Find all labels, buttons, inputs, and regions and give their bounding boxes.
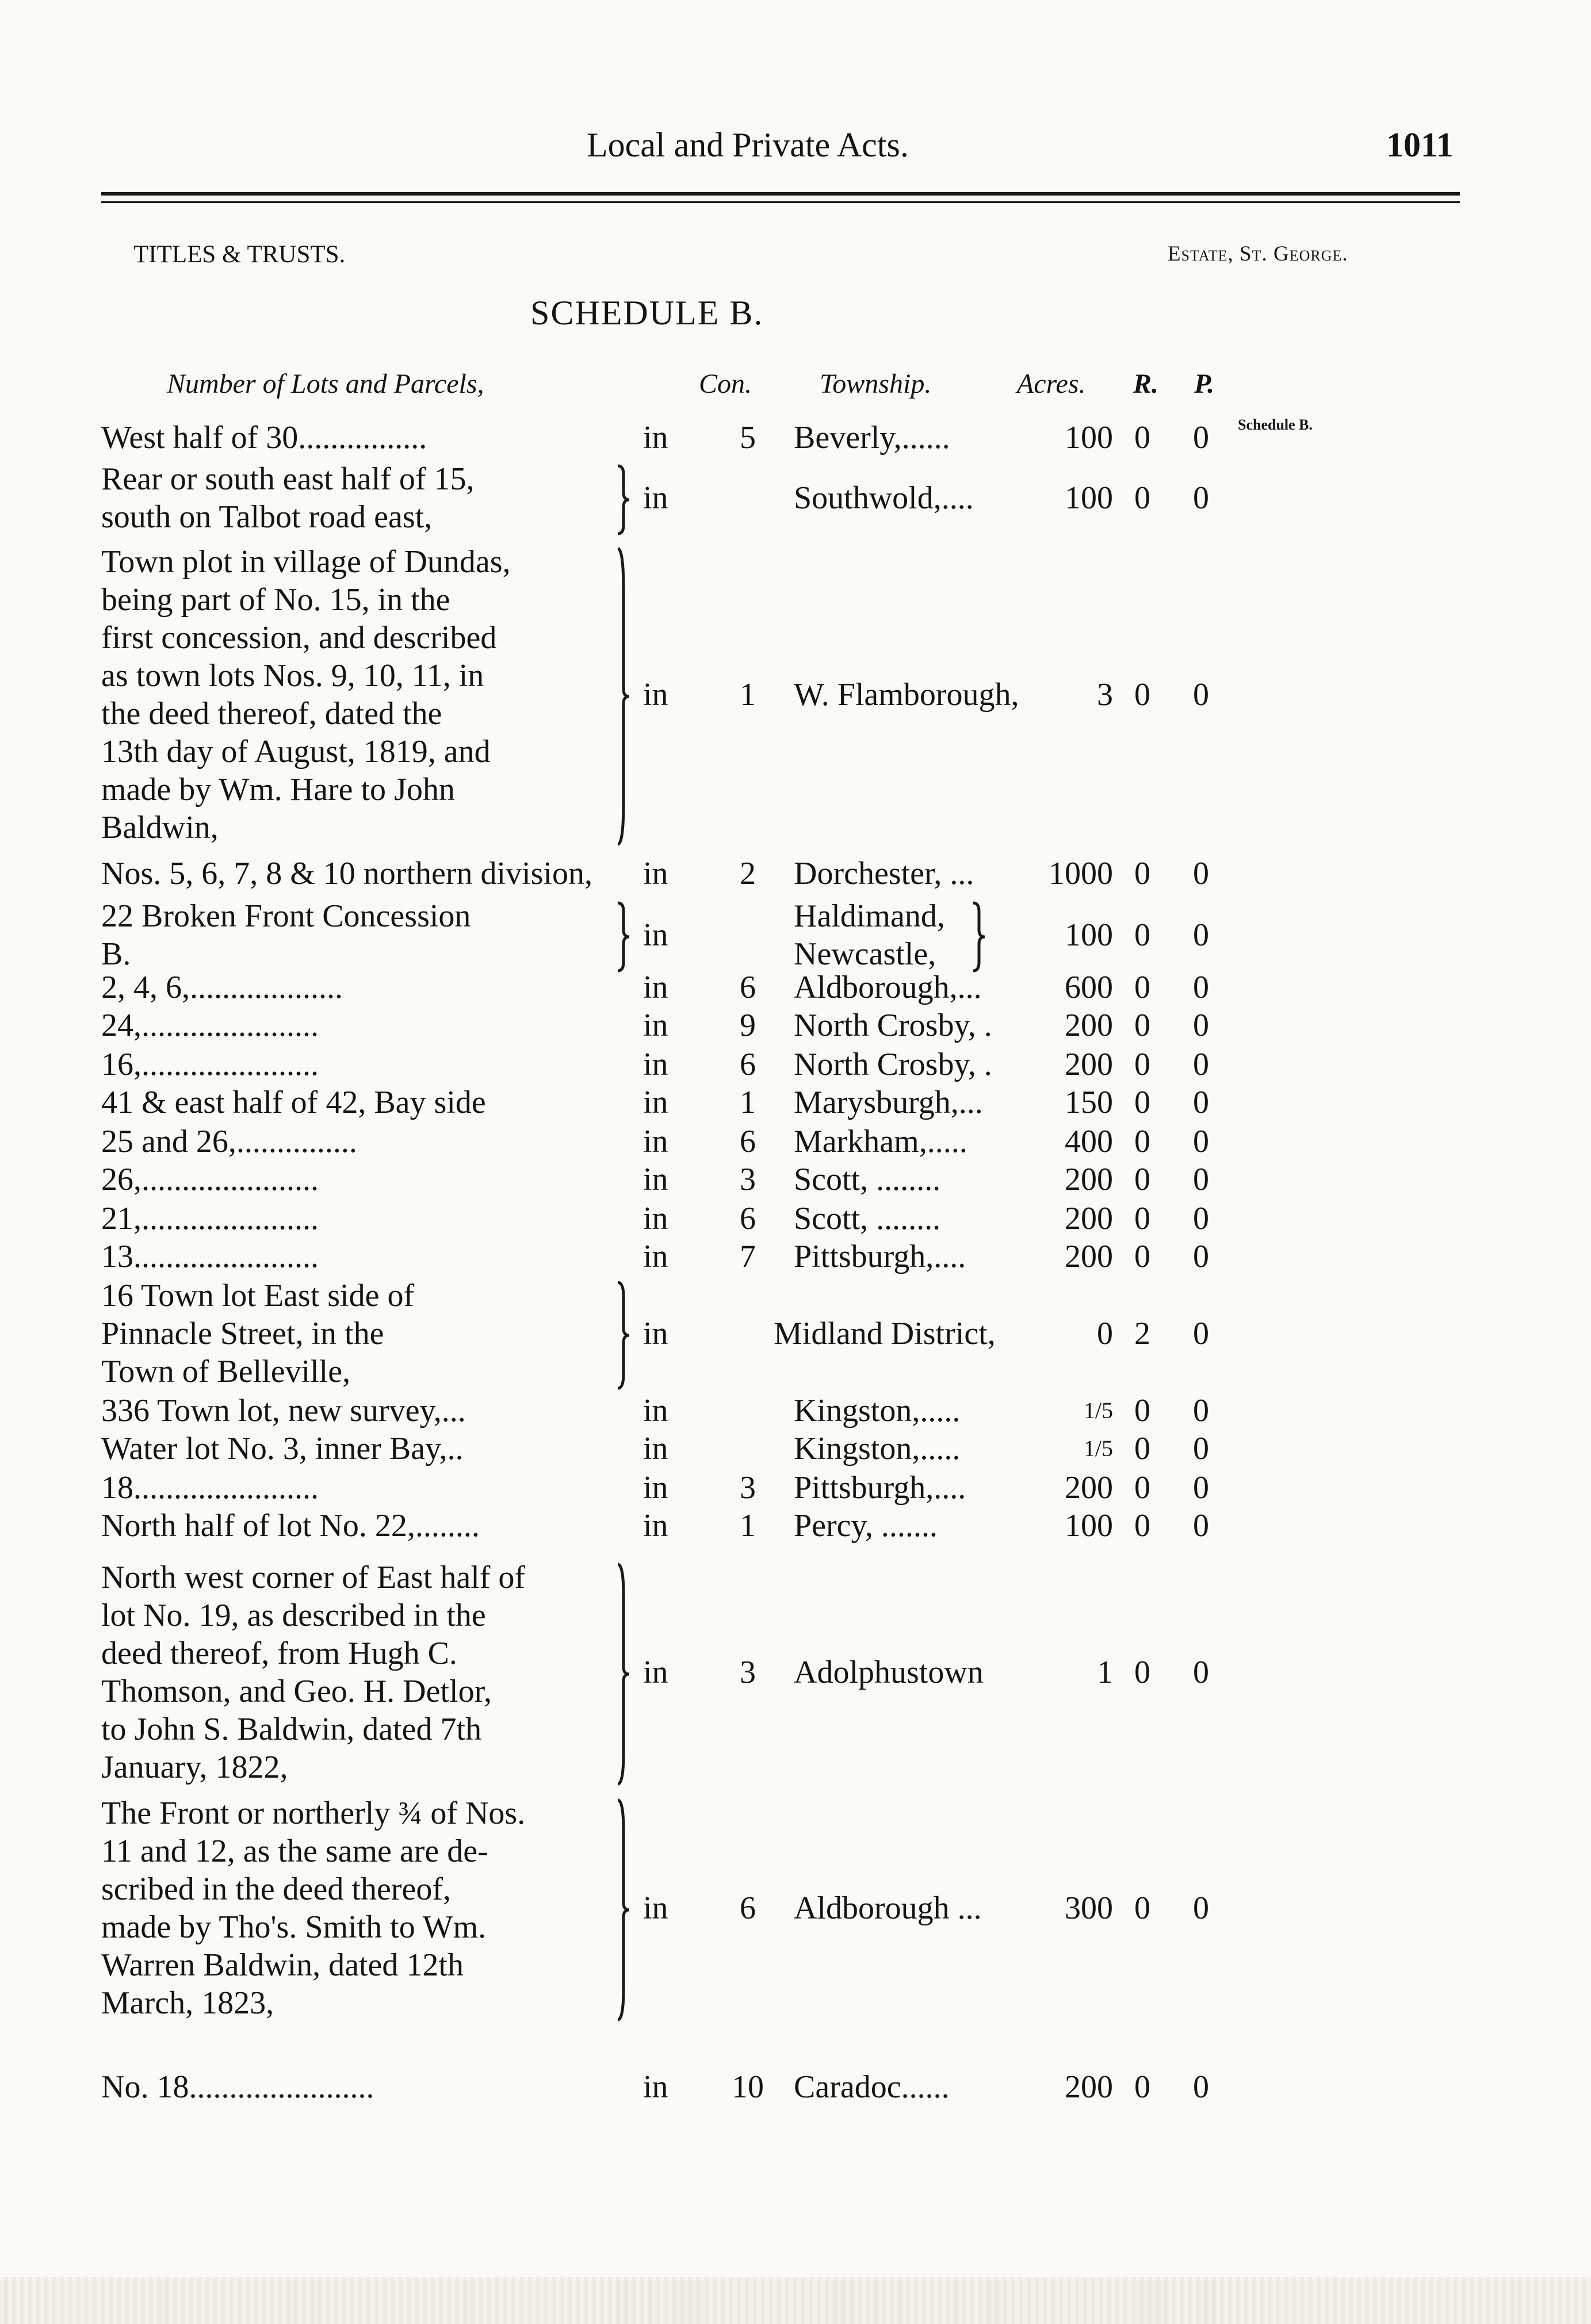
parcel-description-line: 41 & east half of 42, Bay side (101, 1085, 486, 1120)
parcel-description-line: the deed thereof, dated the (101, 696, 442, 732)
in-label: in (643, 1201, 668, 1236)
acres-cell: 3 (1097, 677, 1113, 713)
concession-cell: 6 (740, 1047, 756, 1082)
perches-cell: 0 (1193, 856, 1209, 891)
roods-cell: 0 (1134, 1470, 1150, 1506)
acres-cell: 600 (1065, 970, 1113, 1005)
brace-icon (970, 901, 989, 973)
header-rule (101, 192, 1460, 196)
perches-cell: 0 (1193, 1470, 1209, 1506)
township-cell: Scott, ........ (794, 1201, 941, 1236)
perches-cell: 0 (1193, 1508, 1209, 1544)
margin-note: Schedule B. (1238, 416, 1313, 433)
parcel-description-line: 25 and 26,............... (101, 1124, 357, 1159)
brace-icon (614, 1562, 634, 1786)
perches-cell: 0 (1193, 1047, 1209, 1082)
parcel-description-line: West half of 30................ (101, 420, 427, 455)
acres-cell: 100 (1065, 420, 1113, 455)
acres-cell: 0 (1097, 1316, 1113, 1351)
concession-cell: 9 (740, 1008, 756, 1043)
township-cell: Aldborough ... (794, 1890, 982, 1926)
parcel-description-line: January, 1822, (101, 1749, 288, 1785)
township-cell: Aldborough,... (794, 970, 982, 1005)
acres-cell: 400 (1065, 1124, 1113, 1159)
township-cell: North Crosby, . (794, 1008, 992, 1043)
perches-cell: 0 (1193, 1124, 1209, 1159)
concession-cell: 1 (740, 1085, 756, 1120)
acres-cell: 200 (1065, 1201, 1113, 1236)
acres-cell: 100 (1065, 480, 1113, 516)
in-label: in (643, 1508, 668, 1544)
parcel-description-line: North half of lot No. 22,........ (101, 1508, 480, 1544)
perches-cell: 0 (1193, 1655, 1209, 1690)
acres-cell: 100 (1065, 1508, 1113, 1544)
parcel-description-line: deed thereof, from Hugh C. (101, 1636, 457, 1671)
parcel-description-line: 13th day of August, 1819, and (101, 734, 491, 769)
township-cell: Dorchester, ... (794, 856, 974, 891)
township-cell: Pittsburgh,.... (794, 1470, 966, 1506)
in-label: in (643, 1316, 668, 1351)
in-label: in (643, 1239, 668, 1274)
concession-cell: 6 (740, 1201, 756, 1236)
in-label: in (643, 1124, 668, 1159)
in-label: in (643, 1431, 668, 1467)
concession-cell: 6 (740, 1890, 756, 1926)
parcel-description-line: 24,...................... (101, 1008, 319, 1043)
parcel-description-line: 18....................... (101, 1470, 319, 1506)
township-cell: W. Flamborough, (794, 677, 1019, 713)
roods-cell: 0 (1134, 1655, 1150, 1690)
concession-cell: 2 (740, 856, 756, 891)
parcel-description-line: being part of No. 15, in the (101, 582, 450, 618)
parcel-description-line: 2, 4, 6,................... (101, 970, 343, 1005)
column-header-r: R. (1133, 369, 1159, 399)
column-header-township: Township. (820, 369, 932, 399)
parcel-description-line: as town lots Nos. 9, 10, 11, in (101, 658, 484, 694)
concession-cell: 7 (740, 1239, 756, 1274)
parcel-description-line: 11 and 12, as the same are de- (101, 1833, 488, 1869)
in-label: in (643, 856, 668, 891)
perches-cell: 0 (1193, 1201, 1209, 1236)
parcel-description-line: 26,...................... (101, 1162, 319, 1197)
in-label: in (643, 1655, 668, 1690)
running-title: Local and Private Acts. (587, 126, 909, 164)
in-label: in (643, 2069, 668, 2105)
township-cell: Southwold,.... (794, 480, 974, 516)
parcel-description-line: 21,...................... (101, 1201, 319, 1236)
parcel-description-line: Rear or south east half of 15, (101, 461, 475, 497)
parcel-description-line: Town of Belleville, (101, 1354, 351, 1389)
parcel-description-line: 336 Town lot, new survey,... (101, 1393, 466, 1429)
section-head-left: TITLES & TRUSTS. (133, 241, 346, 268)
in-label: in (643, 1085, 668, 1120)
in-label: in (643, 1162, 668, 1197)
roods-cell: 0 (1134, 480, 1150, 516)
township-cell: Haldimand, (794, 898, 945, 934)
parcel-description-line: Thomson, and Geo. H. Detlor, (101, 1674, 492, 1709)
page-edge (0, 2277, 1591, 2324)
roods-cell: 0 (1134, 2069, 1150, 2105)
concession-cell: 10 (732, 2069, 764, 2105)
township-cell: Markham,..... (794, 1124, 967, 1159)
brace-icon (614, 1798, 634, 2022)
header-rule-thin (101, 201, 1460, 203)
acres-cell: 1/5 (1083, 1435, 1113, 1461)
roods-cell: 0 (1134, 1239, 1150, 1274)
parcel-description-line: The Front or northerly ¾ of Nos. (101, 1795, 526, 1831)
parcel-description-line: Warren Baldwin, dated 12th (101, 1947, 464, 1983)
in-label: in (643, 677, 668, 713)
in-label: in (643, 1890, 668, 1926)
column-header-acres: Acres. (1017, 369, 1086, 399)
concession-cell: 1 (740, 1508, 756, 1544)
perches-cell: 0 (1193, 1316, 1209, 1351)
acres-cell: 200 (1065, 1008, 1113, 1043)
in-label: in (643, 1008, 668, 1043)
concession-cell: 6 (740, 970, 756, 1005)
roods-cell: 0 (1134, 677, 1150, 713)
in-label: in (643, 1393, 668, 1429)
parcel-description-line: No. 18....................... (101, 2069, 374, 2105)
roods-cell: 0 (1134, 1124, 1150, 1159)
parcel-description-line: Baldwin, (101, 810, 219, 845)
perches-cell: 0 (1193, 1890, 1209, 1926)
in-label: in (643, 420, 668, 455)
concession-cell: 6 (740, 1124, 756, 1159)
township-cell: Pittsburgh,.... (794, 1239, 966, 1274)
parcel-description-line: Water lot No. 3, inner Bay,.. (101, 1431, 464, 1467)
perches-cell: 0 (1193, 420, 1209, 455)
township-cell: Beverly,...... (794, 420, 950, 455)
roods-cell: 0 (1134, 1431, 1150, 1467)
perches-cell: 0 (1193, 677, 1209, 713)
township-cell: Adolphustown (794, 1655, 984, 1690)
parcel-description-line: first concession, and described (101, 620, 497, 656)
roods-cell: 0 (1134, 917, 1150, 953)
roods-cell: 0 (1134, 1890, 1150, 1926)
roods-cell: 2 (1134, 1316, 1150, 1351)
parcel-description-line: made by Wm. Hare to John (101, 772, 455, 807)
parcel-description-line: B. (101, 936, 131, 972)
page-number: 1011 (1386, 126, 1454, 164)
parcel-description-line: 16,...................... (101, 1047, 319, 1082)
perches-cell: 0 (1193, 1085, 1209, 1120)
perches-cell: 0 (1193, 917, 1209, 953)
parcel-description-line: made by Tho's. Smith to Wm. (101, 1909, 487, 1945)
township-cell: Marysburgh,... (794, 1085, 983, 1120)
roods-cell: 0 (1134, 1508, 1150, 1544)
parcel-description-line: Town plot in village of Dundas, (101, 544, 511, 580)
acres-cell: 200 (1065, 2069, 1113, 2105)
brace-icon (614, 464, 634, 536)
in-label: in (643, 1047, 668, 1082)
parcel-description-line: Nos. 5, 6, 7, 8 & 10 northern division, (101, 856, 592, 891)
concession-cell: 5 (740, 420, 756, 455)
acres-cell: 300 (1065, 1890, 1113, 1926)
roods-cell: 0 (1134, 420, 1150, 455)
parcel-description-line: March, 1823, (101, 1985, 274, 2021)
roods-cell: 0 (1134, 1047, 1150, 1082)
perches-cell: 0 (1193, 1162, 1209, 1197)
column-header-p: P. (1194, 369, 1215, 399)
concession-cell: 3 (740, 1162, 756, 1197)
township-cell: Scott, ........ (794, 1162, 941, 1197)
parcel-description-line: 13....................... (101, 1239, 319, 1274)
perches-cell: 0 (1193, 1431, 1209, 1467)
concession-cell: 3 (740, 1470, 756, 1506)
parcel-description-line: south on Talbot road east, (101, 499, 433, 535)
township-cell: Newcastle, (794, 936, 936, 972)
acres-cell: 1000 (1049, 856, 1113, 891)
parcel-description-line: 22 Broken Front Concession (101, 898, 471, 934)
parcel-description-line: North west corner of East half of (101, 1560, 526, 1595)
township-cell: Caradoc...... (794, 2069, 950, 2105)
roods-cell: 0 (1134, 1162, 1150, 1197)
acres-cell: 200 (1065, 1162, 1113, 1197)
column-header-parcels: Number of Lots and Parcels, (167, 369, 484, 399)
section-head-right: Estate, St. George. (1168, 242, 1348, 266)
brace-icon (614, 546, 634, 847)
parcel-description-line: Pinnacle Street, in the (101, 1316, 384, 1351)
acres-cell: 150 (1065, 1085, 1113, 1120)
acres-cell: 200 (1065, 1470, 1113, 1506)
township-cell: Kingston,..... (794, 1393, 961, 1429)
parcel-description-line: 16 Town lot East side of (101, 1278, 415, 1314)
brace-icon (614, 901, 634, 973)
parcel-description-line: scribed in the deed thereof, (101, 1871, 451, 1907)
perches-cell: 0 (1193, 2069, 1209, 2105)
township-cell: Kingston,..... (794, 1431, 961, 1467)
column-header-con: Con. (699, 369, 752, 399)
in-label: in (643, 1470, 668, 1506)
acres-cell: 100 (1065, 917, 1113, 953)
township-cell: Percy, ....... (794, 1508, 938, 1544)
in-label: in (643, 970, 668, 1005)
roods-cell: 0 (1134, 1393, 1150, 1429)
acres-cell: 200 (1065, 1047, 1113, 1082)
roods-cell: 0 (1134, 856, 1150, 891)
acres-cell: 1/5 (1083, 1398, 1113, 1423)
perches-cell: 0 (1193, 1239, 1209, 1274)
perches-cell: 0 (1193, 1393, 1209, 1429)
schedule-title: SCHEDULE B. (530, 294, 764, 332)
brace-icon (614, 1280, 634, 1391)
perches-cell: 0 (1193, 1008, 1209, 1043)
perches-cell: 0 (1193, 970, 1209, 1005)
parcel-description-line: to John S. Baldwin, dated 7th (101, 1712, 482, 1747)
in-label: in (643, 480, 668, 516)
perches-cell: 0 (1193, 480, 1209, 516)
township-cell: North Crosby, . (794, 1047, 992, 1082)
concession-cell: 3 (740, 1655, 756, 1690)
concession-cell: 1 (740, 677, 756, 713)
roods-cell: 0 (1134, 1085, 1150, 1120)
roods-cell: 0 (1134, 1201, 1150, 1236)
township-cell: Midland District, (774, 1316, 996, 1351)
acres-cell: 1 (1097, 1655, 1113, 1690)
in-label: in (643, 917, 668, 953)
parcel-description-line: lot No. 19, as described in the (101, 1598, 486, 1633)
roods-cell: 0 (1134, 1008, 1150, 1043)
roods-cell: 0 (1134, 970, 1150, 1005)
acres-cell: 200 (1065, 1239, 1113, 1274)
